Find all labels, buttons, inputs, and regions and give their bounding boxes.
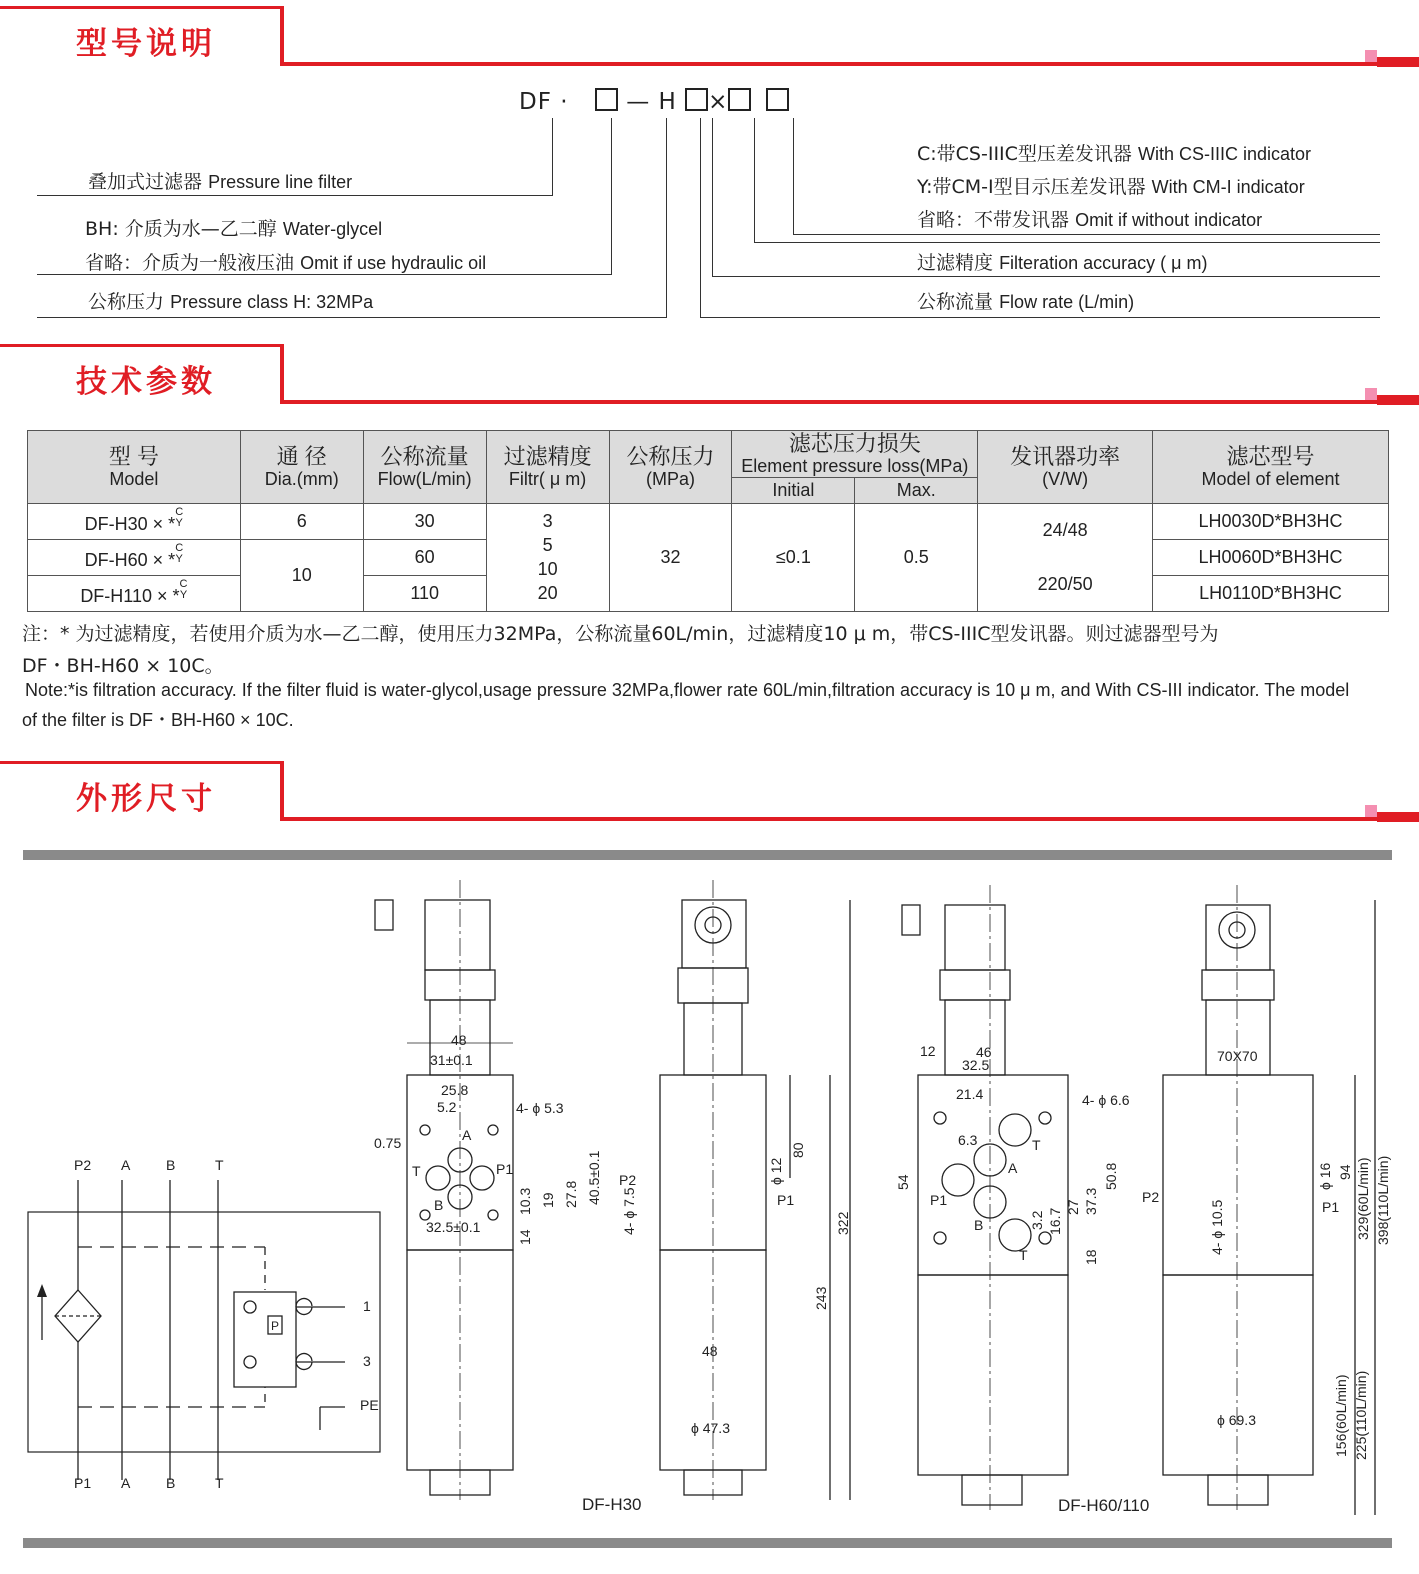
h60-side-dim-94: 94: [1337, 1164, 1353, 1180]
port-pe: PE: [360, 1397, 379, 1413]
h30-side-dim-48: 48: [702, 1343, 718, 1359]
cell-model: DF-H30 × *$^{C Y}$: [28, 503, 241, 539]
note-cn-line2: DF・BH-H60 × 10C。: [22, 655, 224, 677]
h30-dim-48: 48: [451, 1032, 467, 1048]
h60-dim-6-3: 6.3: [958, 1132, 978, 1148]
th-filtr: 过滤精度 Filtr( μ m): [486, 431, 609, 504]
h60-port-t-bottom: T: [1019, 1247, 1028, 1263]
label-indicator-omit: 省略：不带发讯器 Omit if without indicator: [917, 209, 1263, 231]
h60-port-t-top: T: [1032, 1137, 1041, 1153]
h60-side-dim-329: 329(60L/min): [1355, 1157, 1371, 1240]
h60-side-dim-70x70: 70X70: [1217, 1048, 1258, 1064]
th-max: Max.: [855, 477, 978, 503]
cell-dia: 10: [240, 539, 363, 611]
label-indicator-c: C:带CS-IIIC型压差发讯器 With CS-IIIC indicator: [917, 143, 1312, 165]
cell-flow: 110: [363, 575, 486, 611]
h30-dim-27-8: 27.8: [563, 1180, 579, 1208]
cell-max: 0.5: [855, 503, 978, 611]
top-port-a: A: [121, 1157, 131, 1173]
h30-side-port-p1: P1: [777, 1192, 795, 1208]
table-row: [28, 503, 1389, 539]
h30-front-view: [375, 880, 513, 1500]
cell-element: LH0030D*BH3HC: [1153, 503, 1389, 539]
h30-port-b: B: [434, 1197, 444, 1213]
bottom-port-t: T: [215, 1475, 224, 1491]
cell-dia: 6: [240, 503, 363, 539]
h30-side-dim-322: 322: [835, 1211, 851, 1235]
top-port-t: T: [215, 1157, 224, 1173]
section-title: 技术参数: [76, 364, 216, 400]
h30-dim-40-5: 40.5±0.1: [586, 1150, 602, 1205]
h60-side-dim-phi69: ϕ 69.3: [1217, 1412, 1256, 1428]
top-port-b: B: [166, 1157, 176, 1173]
th-power: 发讯器功率 (V/W): [978, 431, 1153, 504]
h30-side-view: [660, 880, 850, 1500]
label-accuracy: 过滤精度 Filteration accuracy ( μ m): [917, 252, 1208, 274]
dimension-drawings: [0, 860, 1419, 1535]
label-filter-type: 叠加式过滤器 Pressure line filter: [88, 171, 353, 193]
h30-dim-10-3: 10.3: [517, 1187, 533, 1215]
th-dia: 通 径 Dia.(mm): [240, 431, 363, 504]
h60-side-dim-156: 156(60L/min): [1333, 1374, 1349, 1457]
th-element-model: 滤芯型号 Model of element: [1153, 431, 1389, 504]
h60-side-dim-398: 398(110L/min): [1375, 1155, 1391, 1245]
section-header-tech: [0, 338, 1419, 408]
label-medium-omit: 省略：介质为一般液压油 Omit if use hydraulic oil: [85, 252, 487, 274]
h60-side-port-p1: P1: [1322, 1199, 1340, 1215]
h30-port-t: T: [412, 1163, 421, 1179]
cell-pressure: 32: [609, 503, 732, 611]
cell-model: DF-H60 × *$^{C Y}$: [28, 539, 241, 575]
h60-front-view: [902, 885, 1068, 1510]
th-flow: 公称流量 Flow(L/min): [363, 431, 486, 504]
h30-caption: DF-H30: [582, 1495, 642, 1514]
h30-port-p1: P1: [496, 1161, 514, 1177]
section-title: 型号说明: [76, 26, 216, 62]
model-code: DF · — H ×: [519, 88, 789, 115]
h60-side-dim-phi16: ϕ 16: [1317, 1162, 1333, 1190]
note-en-line2: of the filter is DF・BH-H60 × 10C.: [22, 710, 294, 730]
h30-side-dim-80: 80: [790, 1142, 806, 1158]
top-port-p2: P2: [74, 1157, 92, 1173]
port-3: 3: [363, 1353, 371, 1369]
h30-dim-0-75: 0.75: [374, 1135, 402, 1151]
cell-initial: ≤0.1: [732, 503, 855, 611]
divider-top: [23, 850, 1392, 860]
th-model: 型 号 Model: [28, 431, 241, 504]
section-header-model: [0, 0, 1419, 70]
section-header-dims: [0, 755, 1419, 825]
spec-table: [27, 430, 1389, 612]
bottom-port-b: B: [166, 1475, 176, 1491]
h60-dim-54: 54: [895, 1174, 911, 1190]
cell-model: DF-H110 × *$^{C Y}$: [28, 575, 241, 611]
h30-side-dim-phi47: ϕ 47.3: [691, 1420, 730, 1436]
h30-side-dim-phi12: ϕ 12: [768, 1157, 784, 1185]
note-cn-line1: 注：* 为过滤精度，若使用介质为水—乙二醇，使用压力32MPa，公称流量60L/min，过滤精度10 μ m，带CS-IIIC型发讯器。则过滤器型号为: [22, 623, 1219, 645]
h60-side-port-p2: P2: [1142, 1189, 1160, 1205]
h60-dim-18: 18: [1083, 1249, 1099, 1265]
th-element-loss: 滤芯压力损失 Element pressure loss(MPa): [732, 431, 978, 478]
note-en-line1: Note:*is filtration accuracy. If the filter fluid is water-glycol,usage pressure 32MPa,flower rate 60L/min,filtration accuracy is 10 μ m, and With CS-III indicator. The model: [25, 680, 1350, 700]
cell-flow: 30: [363, 503, 486, 539]
h30-side-dim-243: 243: [813, 1286, 829, 1310]
h30-dim-32-5: 32.5±0.1: [426, 1219, 481, 1235]
cell-filtr: 3 5 10 20: [486, 503, 609, 611]
h60-dim-37-3: 37.3: [1083, 1187, 1099, 1215]
h30-side-dim-holes: 4- ϕ 7.5: [621, 1187, 637, 1235]
h60-port-p1: P1: [930, 1192, 948, 1208]
cell-flow: 60: [363, 539, 486, 575]
h60-dim-holes: 4- ϕ 6.6: [1082, 1092, 1130, 1108]
h30-port-a: A: [462, 1127, 472, 1143]
h60-dim-12: 12: [920, 1043, 936, 1059]
h60-dim-27: 27: [1065, 1199, 1081, 1215]
h60-dim-21-4: 21.4: [956, 1086, 984, 1102]
h60-dim-16-7: 16.7: [1047, 1207, 1063, 1235]
h60-dim-46: 46: [976, 1044, 992, 1060]
h60-port-b: B: [974, 1217, 984, 1233]
h60-dim-32-5: 32.5: [962, 1057, 990, 1073]
h30-dim-19: 19: [540, 1192, 556, 1208]
h30-dim-5-2: 5.2: [437, 1099, 457, 1115]
label-pressure-class: 公称压力 Pressure class H: 32MPa: [88, 291, 374, 313]
th-initial: Initial: [732, 477, 855, 503]
h30-dim-25-8: 25.8: [441, 1082, 469, 1098]
bottom-port-a: A: [121, 1475, 131, 1491]
h30-dim-holes: 4- ϕ 5.3: [516, 1100, 564, 1116]
divider-bottom: [23, 1538, 1392, 1548]
h60-port-a: A: [1008, 1160, 1018, 1176]
section-title: 外形尺寸: [76, 781, 216, 817]
h60-dim-3-2: 3.2: [1029, 1210, 1045, 1230]
h60-side-dim-225: 225(110L/min): [1353, 1370, 1369, 1460]
th-pressure: 公称压力 (MPa): [609, 431, 732, 504]
cell-element: LH0110D*BH3HC: [1153, 575, 1389, 611]
h60-dim-50-8: 50.8: [1103, 1162, 1119, 1190]
label-medium-bh: BH: 介质为水—乙二醇 Water-glycel: [85, 218, 383, 240]
h30-dim-31: 31±0.1: [430, 1052, 473, 1068]
h60-side-dim-holes: 4- ϕ 10.5: [1209, 1199, 1225, 1255]
bottom-port-p1: P1: [74, 1475, 92, 1491]
cell-element: LH0060D*BH3HC: [1153, 539, 1389, 575]
h60-caption: DF-H60/110: [1058, 1496, 1150, 1515]
schematic-p: P: [271, 1319, 280, 1333]
h30-side-port-p2: P2: [619, 1172, 637, 1188]
cell-power: 24/48 220/50: [978, 503, 1153, 611]
label-flow-rate: 公称流量 Flow rate (L/min): [917, 291, 1135, 313]
hydraulic-schematic: [28, 1157, 380, 1491]
h30-dim-14: 14: [517, 1229, 533, 1245]
port-1: 1: [363, 1298, 371, 1314]
label-indicator-y: Y:带CM-I型目示压差发讯器 With CM-I indicator: [917, 176, 1305, 198]
